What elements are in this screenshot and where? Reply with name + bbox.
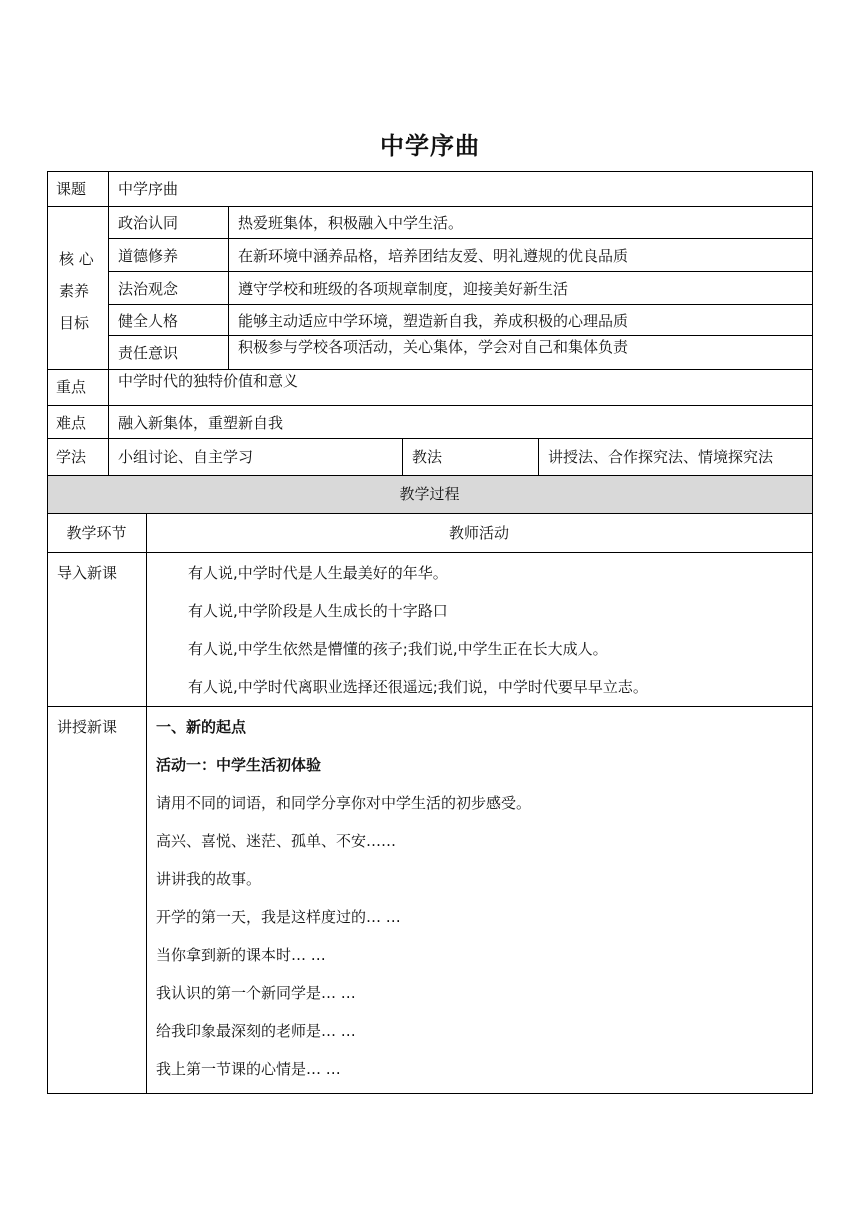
- activity-column-header: 教师活动: [448, 524, 509, 542]
- core-item-desc: 积极参与学校各项活动，关心集体，学会对自己和集体负责: [238, 338, 629, 356]
- lecture-line: 请用不同的词语，和同学分享你对中学生活的初步感受。: [156, 794, 532, 812]
- study-method-value: 小组讨论、自主学习: [118, 448, 254, 466]
- difficulty-value: 融入新集体，重塑新自我: [118, 414, 284, 432]
- core-item-name: 责任意识: [118, 344, 179, 362]
- lecture-line: 给我印象最深刻的老师是… …: [156, 1022, 356, 1040]
- lecture-line: 当你拿到新的课本时… …: [156, 946, 326, 964]
- core-item-desc: 遵守学校和班级的各项规章制度，迎接美好新生活: [238, 280, 569, 298]
- core-label-line2: 素养: [59, 282, 90, 300]
- stage-column-header: 教学环节: [66, 524, 127, 542]
- core-label-line1: 核 心: [59, 250, 94, 268]
- core-item-name: 道德修养: [118, 247, 179, 265]
- core-item-name: 法治观念: [118, 280, 179, 298]
- key-point-value: 中学时代的独特价值和意义: [118, 372, 299, 390]
- key-point-label: 重点: [56, 378, 87, 396]
- lecture-line: 我认识的第一个新同学是… …: [156, 984, 356, 1002]
- core-item-desc: 能够主动适应中学环境，塑造新自我，养成积极的心理品质: [238, 312, 629, 330]
- teach-method-value: 讲授法、合作探究法、情境探究法: [548, 448, 774, 466]
- core-item-name: 政治认同: [118, 214, 179, 232]
- activity-heading: 活动一：中学生活初体验: [156, 756, 322, 774]
- intro-stage-label: 导入新课: [57, 564, 118, 582]
- teach-method-label: 教法: [412, 448, 443, 466]
- document-title: 中学序曲: [380, 132, 480, 160]
- lecture-line: 讲讲我的故事。: [156, 870, 262, 888]
- core-item-name: 健全人格: [118, 312, 179, 330]
- lecture-stage-label: 讲授新课: [57, 718, 118, 736]
- intro-line: 有人说,中学时代是人生最美好的年华。: [188, 564, 448, 582]
- difficulty-label: 难点: [56, 414, 87, 432]
- topic-label: 课题: [56, 180, 87, 198]
- intro-line: 有人说,中学时代离职业选择还很遥远;我们说，中学时代要早早立志。: [188, 678, 648, 696]
- core-item-desc: 在新环境中涵养品格，培养团结友爱、明礼遵规的优良品质: [238, 247, 629, 265]
- intro-line: 有人说,中学生依然是懵懂的孩子;我们说,中学生正在长大成人。: [188, 640, 608, 658]
- topic-value: 中学序曲: [118, 180, 179, 198]
- section-heading: 一、新的起点: [156, 718, 247, 736]
- intro-line: 有人说,中学阶段是人生成长的十字路口: [188, 602, 448, 620]
- lecture-line: 开学的第一天，我是这样度过的… …: [156, 908, 401, 926]
- core-label-line3: 目标: [59, 314, 90, 332]
- core-item-desc: 热爱班集体，积极融入中学生活。: [238, 214, 464, 232]
- lecture-line: 高兴、喜悦、迷茫、孤单、不安……: [156, 832, 397, 850]
- study-method-label: 学法: [56, 448, 87, 466]
- process-header: 教学过程: [399, 485, 460, 503]
- lecture-line: 我上第一节课的心情是… …: [156, 1060, 341, 1078]
